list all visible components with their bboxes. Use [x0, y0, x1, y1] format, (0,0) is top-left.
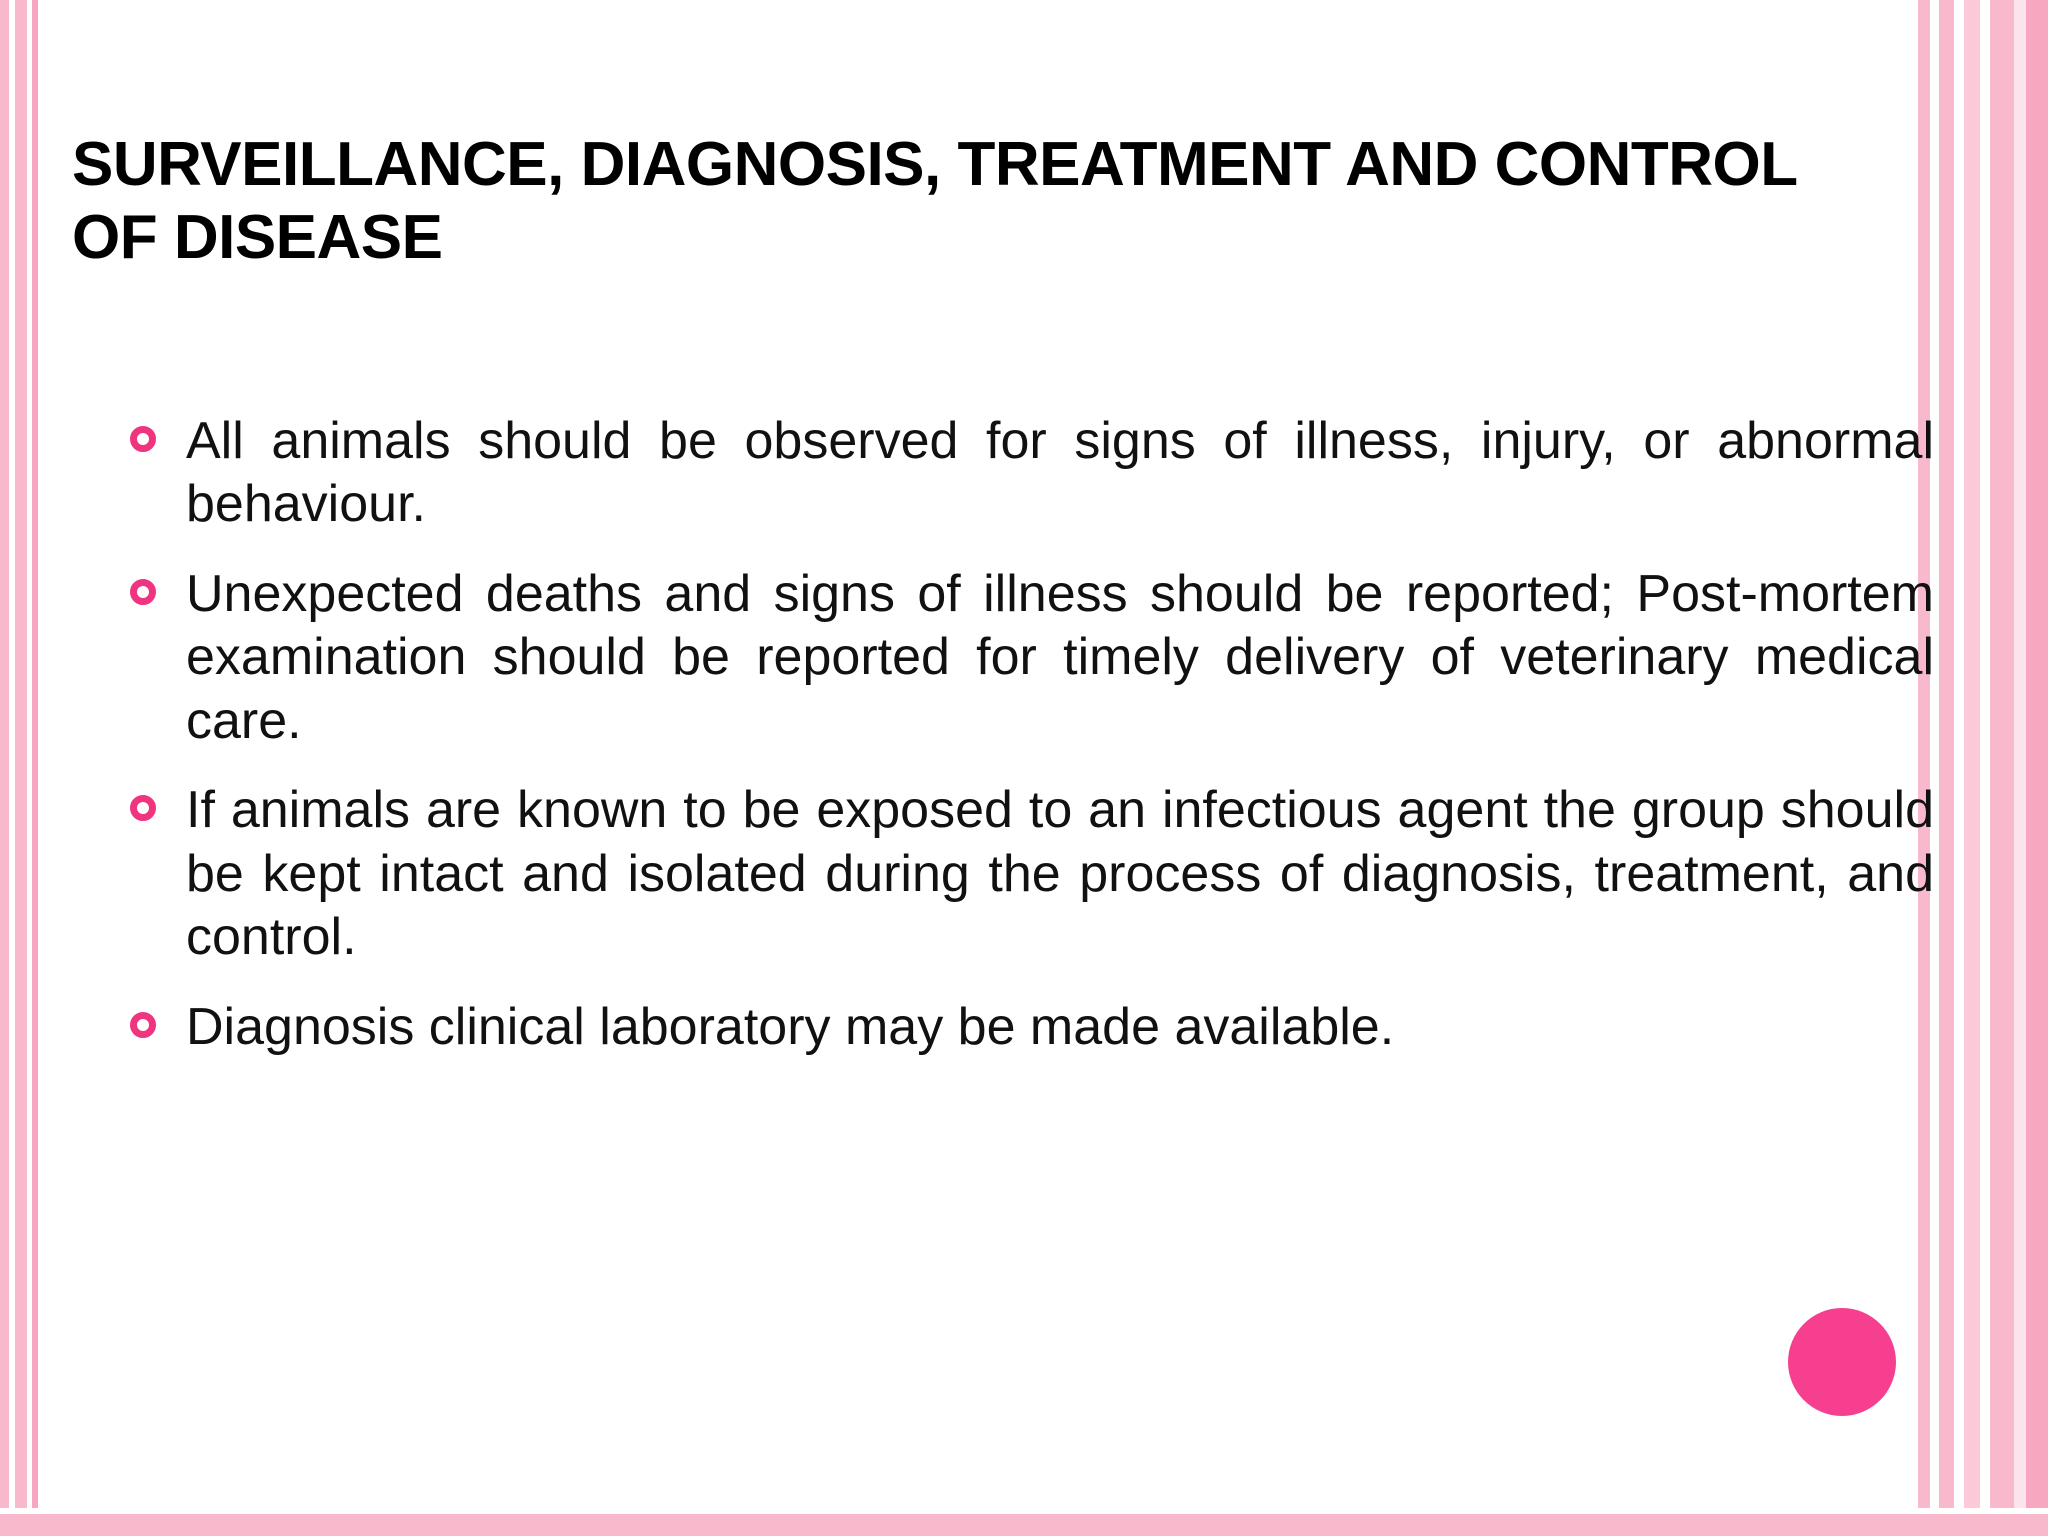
list-item-text: If animals are known to be exposed to an infectious agent the group should be kept intact and isolated during the process of diagnosis, treatment, and control. [186, 781, 1934, 967]
stripe-right-4 [1954, 0, 1964, 1536]
right-border-decoration [1918, 0, 2048, 1536]
stripe-right-5 [1964, 0, 1980, 1536]
stripe-right-9 [2026, 0, 2048, 1536]
list-item [124, 410, 1934, 537]
stripe-right-3 [1939, 0, 1954, 1536]
stripe-right-7 [1990, 0, 2014, 1536]
list-item [124, 779, 1934, 969]
bullet-circle-icon [130, 1012, 156, 1038]
bullet-list [124, 410, 1934, 1059]
list-item [124, 996, 1934, 1059]
list-item-text: All animals should be observed for signs of illness, injury, or abnormal behaviour. [186, 412, 1934, 534]
bullet-circle-icon [130, 795, 156, 821]
stripe-right-8 [2014, 0, 2026, 1536]
slide-content [44, 0, 1934, 1508]
list-item [124, 563, 1934, 753]
left-border-decoration [0, 0, 44, 1536]
stripe-left-3 [15, 0, 27, 1536]
decorative-dot [1788, 1308, 1896, 1416]
bottom-border-decoration [0, 1514, 2048, 1536]
stripe-right-6 [1980, 0, 1990, 1536]
page-title: SURVEILLANCE, DIAGNOSIS, TREATMENT AND CONTROL OF DISEASE [72, 130, 1797, 273]
stripe-left-5 [32, 0, 38, 1536]
list-item-text: Diagnosis clinical laboratory may be made available. [186, 997, 1395, 1056]
stripe-left-1 [0, 0, 9, 1536]
bullet-circle-icon [130, 426, 156, 452]
bullet-circle-icon [130, 579, 156, 605]
list-item-text: Unexpected deaths and signs of illness should be reported; Post-mortem examination should be reported for timely delivery of veterinary medical care. [186, 564, 1934, 750]
